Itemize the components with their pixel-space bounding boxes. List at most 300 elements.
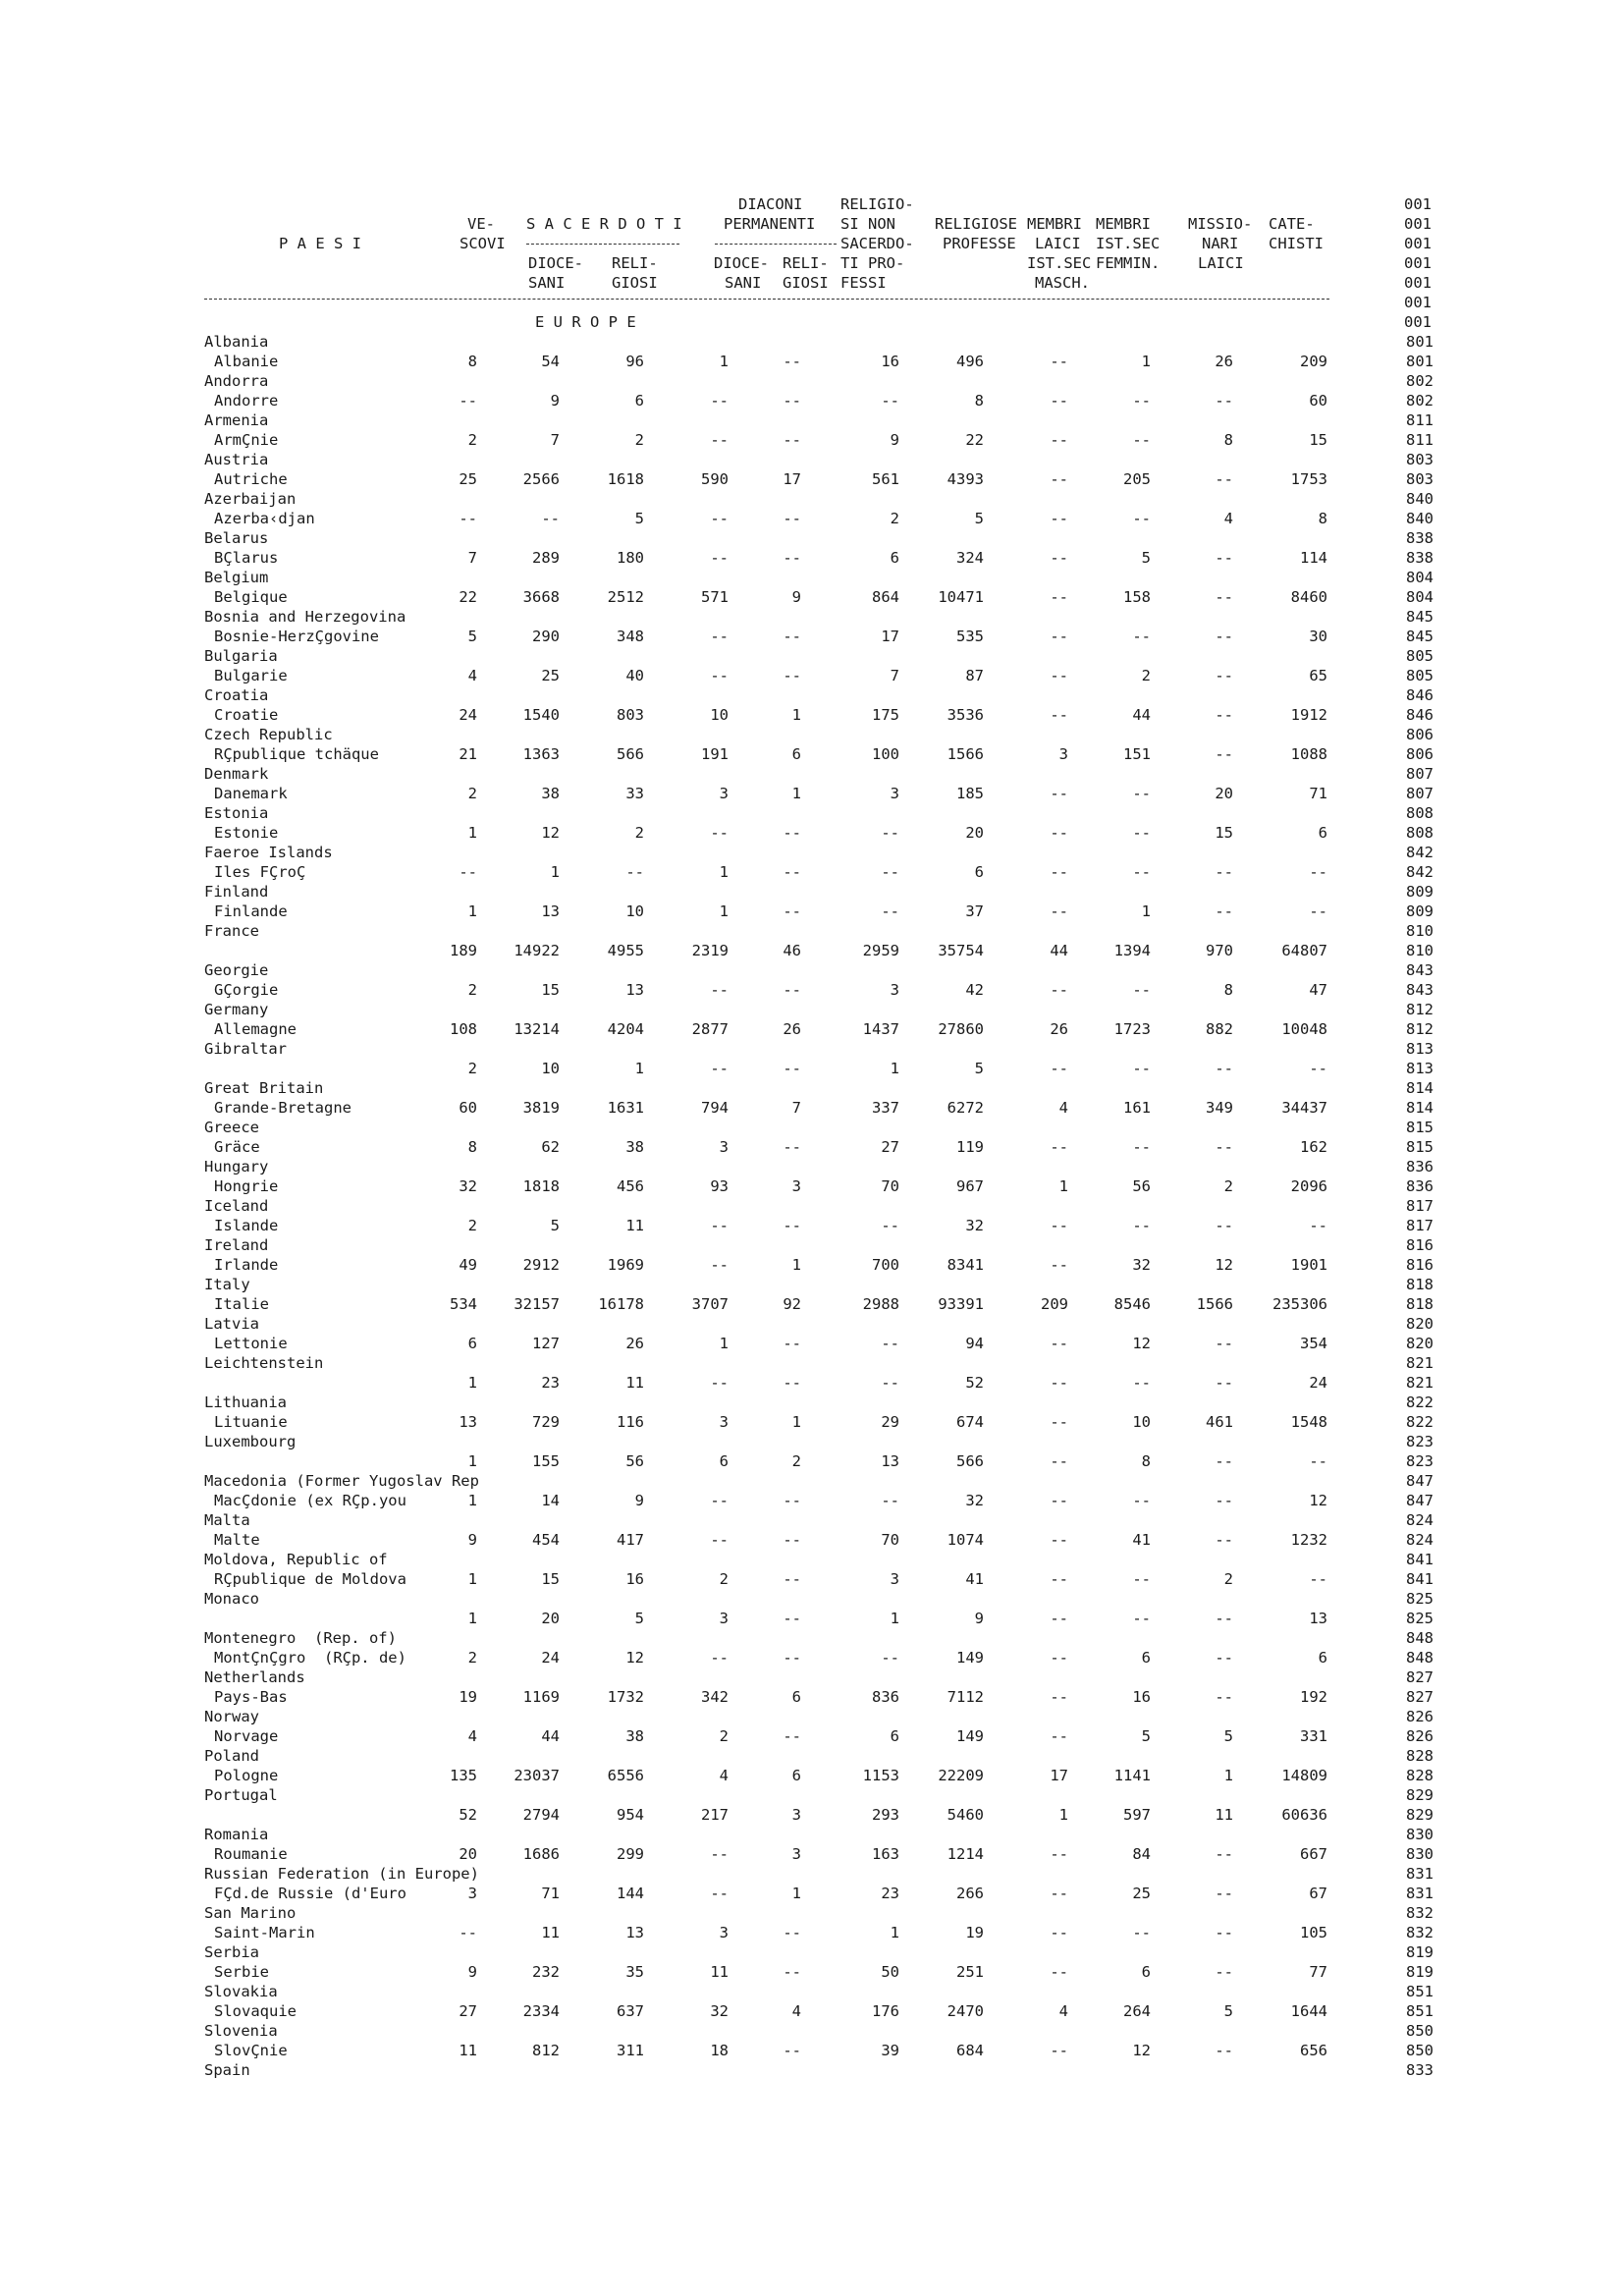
value-sac-diocesani: 13214 xyxy=(514,1020,560,1038)
country-name-fr: Bulgarie xyxy=(214,667,288,684)
value-religiosi-non-sacerdoti: 337 xyxy=(872,1099,899,1117)
country-name-en: Great Britain xyxy=(204,1079,324,1097)
value-catechisti: 114 xyxy=(1300,549,1327,567)
value-religiose-professe: 52 xyxy=(965,1374,984,1392)
value-membri-ist-sec-femm: 32 xyxy=(1132,1256,1151,1274)
row-code: 822 xyxy=(1406,1394,1434,1411)
value-religiose-professe: 10471 xyxy=(938,588,984,606)
value-religiosi-non-sacerdoti: 50 xyxy=(881,1963,899,1981)
country-name-en: Germany xyxy=(204,1001,269,1018)
value-membri-laici-masch: -- xyxy=(1050,353,1068,370)
value-religiosi-non-sacerdoti: -- xyxy=(881,902,899,920)
value-membri-ist-sec-femm: -- xyxy=(1132,1924,1151,1941)
value-dia-religiosi: 4 xyxy=(791,2002,801,2020)
value-missionari-laici: -- xyxy=(1215,1452,1233,1470)
value-membri-laici-masch: -- xyxy=(1050,549,1068,567)
header-missionari-2: NARI xyxy=(1202,235,1239,252)
country-name-row xyxy=(0,1353,1623,1373)
value-dia-religiosi: 2 xyxy=(791,1452,801,1470)
value-religiosi-non-sacerdoti: -- xyxy=(881,1335,899,1352)
header-paesi: P A E S I xyxy=(279,235,361,252)
country-name-row xyxy=(0,1314,1623,1334)
value-missionari-laici: -- xyxy=(1215,902,1233,920)
value-membri-laici-masch: -- xyxy=(1050,981,1068,999)
header-vescovi-2: SCOVI xyxy=(460,235,506,252)
value-vescovi: -- xyxy=(459,1924,477,1941)
value-vescovi: 24 xyxy=(459,706,477,724)
country-name-fr: Lettonie xyxy=(214,1335,288,1352)
country-name-row xyxy=(0,450,1623,469)
value-membri-laici-masch: -- xyxy=(1050,1924,1068,1941)
value-dia-religiosi: -- xyxy=(783,981,801,999)
country-name-fr: Andorre xyxy=(214,392,279,410)
row-code: 824 xyxy=(1406,1531,1434,1549)
row-code: 829 xyxy=(1406,1806,1434,1824)
value-dia-diocesani: -- xyxy=(710,981,729,999)
country-values-row xyxy=(0,627,1623,646)
value-sac-religiosi: 348 xyxy=(617,628,644,645)
country-values-row xyxy=(0,352,1623,371)
row-code: 846 xyxy=(1406,706,1434,724)
value-sac-religiosi: 26 xyxy=(625,1335,644,1352)
country-name-fr: GÇorgie xyxy=(214,981,279,999)
value-missionari-laici: 20 xyxy=(1215,785,1233,802)
header-sac-dioc-1: DIOCE- xyxy=(528,254,583,272)
value-missionari-laici: -- xyxy=(1215,1963,1233,1981)
value-dia-diocesani: 3 xyxy=(719,785,729,802)
country-name-fr: Pologne xyxy=(214,1767,279,1784)
value-membri-ist-sec-femm: -- xyxy=(1132,1492,1151,1509)
country-values-row xyxy=(0,469,1623,489)
country-name-fr: Albanie xyxy=(214,353,279,370)
value-dia-diocesani: -- xyxy=(710,1060,729,1077)
country-name-row xyxy=(0,1078,1623,1098)
value-missionari-laici: -- xyxy=(1215,470,1233,488)
row-code: 845 xyxy=(1406,628,1434,645)
value-missionari-laici: 15 xyxy=(1215,824,1233,842)
value-sac-diocesani: 3668 xyxy=(522,588,560,606)
value-dia-religiosi: -- xyxy=(783,1138,801,1156)
value-catechisti: 67 xyxy=(1309,1885,1327,1902)
value-missionari-laici: 5 xyxy=(1223,1727,1233,1745)
value-vescovi: 6 xyxy=(467,1335,477,1352)
value-sac-religiosi: 9 xyxy=(634,1492,644,1509)
country-values-row xyxy=(0,823,1623,843)
country-name-en: Hungary xyxy=(204,1158,269,1175)
value-vescovi: 25 xyxy=(459,470,477,488)
value-dia-diocesani: -- xyxy=(710,1845,729,1863)
row-code: 829 xyxy=(1406,1786,1434,1804)
value-membri-ist-sec-femm: 12 xyxy=(1132,2042,1151,2059)
row-code: 851 xyxy=(1406,2002,1434,2020)
value-membri-laici-masch: -- xyxy=(1050,1727,1068,1745)
row-code: 805 xyxy=(1406,667,1434,684)
value-dia-diocesani: 3 xyxy=(719,1138,729,1156)
row-code: 848 xyxy=(1406,1629,1434,1647)
country-values-row xyxy=(0,1334,1623,1353)
value-sac-religiosi: 417 xyxy=(617,1531,644,1549)
value-vescovi: 7 xyxy=(467,549,477,567)
header-code: 001 xyxy=(1404,274,1432,292)
value-catechisti: 192 xyxy=(1300,1688,1327,1706)
value-missionari-laici: -- xyxy=(1215,2042,1233,2059)
value-membri-ist-sec-femm: 10 xyxy=(1132,1413,1151,1431)
value-membri-laici-masch: -- xyxy=(1050,431,1068,449)
value-sac-diocesani: 1363 xyxy=(522,745,560,763)
value-sac-religiosi: 566 xyxy=(617,745,644,763)
country-name-row xyxy=(0,371,1623,391)
row-code: 803 xyxy=(1406,470,1434,488)
value-dia-diocesani: 93 xyxy=(710,1177,729,1195)
value-missionari-laici: 8 xyxy=(1223,981,1233,999)
value-sac-religiosi: 4955 xyxy=(607,942,644,959)
value-religiose-professe: 8 xyxy=(974,392,984,410)
value-religiosi-non-sacerdoti: 1437 xyxy=(862,1020,899,1038)
value-vescovi: -- xyxy=(459,510,477,527)
value-religiosi-non-sacerdoti: 2988 xyxy=(862,1295,899,1313)
value-membri-ist-sec-femm: 151 xyxy=(1123,745,1151,763)
value-sac-religiosi: 5 xyxy=(634,1610,644,1627)
country-values-row xyxy=(0,1019,1623,1039)
country-values-row xyxy=(0,1726,1623,1746)
value-membri-laici-masch: -- xyxy=(1050,1138,1068,1156)
value-dia-diocesani: -- xyxy=(710,392,729,410)
value-dia-diocesani: 1 xyxy=(719,863,729,881)
value-dia-religiosi: -- xyxy=(783,1963,801,1981)
country-name-en: Spain xyxy=(204,2061,250,2079)
header-code: 001 xyxy=(1404,215,1432,233)
value-sac-religiosi: 1732 xyxy=(607,1688,644,1706)
value-membri-laici-masch: -- xyxy=(1050,2042,1068,2059)
value-sac-religiosi: 637 xyxy=(617,2002,644,2020)
value-membri-ist-sec-femm: -- xyxy=(1132,1570,1151,1588)
country-name-fr: SlovÇnie xyxy=(214,2042,288,2059)
country-name-en: Faeroe Islands xyxy=(204,844,333,861)
value-dia-diocesani: -- xyxy=(710,628,729,645)
country-values-row xyxy=(0,666,1623,685)
country-name-en: Belarus xyxy=(204,529,269,547)
value-religiose-professe: 42 xyxy=(965,981,984,999)
country-name-fr: Danemark xyxy=(214,785,288,802)
value-catechisti: 1088 xyxy=(1290,745,1327,763)
country-name-row xyxy=(0,568,1623,587)
value-sac-religiosi: 11 xyxy=(625,1217,644,1234)
country-name-en: Netherlands xyxy=(204,1668,305,1686)
header-code: 001 xyxy=(1404,235,1432,252)
value-catechisti: 6 xyxy=(1318,1649,1327,1667)
value-vescovi: 20 xyxy=(459,1845,477,1863)
value-sac-religiosi: 4204 xyxy=(607,1020,644,1038)
value-religiosi-non-sacerdoti: 3 xyxy=(890,981,899,999)
value-sac-diocesani: 44 xyxy=(541,1727,560,1745)
country-name-en: Finland xyxy=(204,883,269,901)
value-catechisti: 6 xyxy=(1318,824,1327,842)
row-code: 816 xyxy=(1406,1256,1434,1274)
country-values-row xyxy=(0,1569,1623,1589)
value-religiosi-non-sacerdoti: 836 xyxy=(872,1688,899,1706)
value-membri-laici-masch: -- xyxy=(1050,1963,1068,1981)
row-code: 824 xyxy=(1406,1511,1434,1529)
value-sac-diocesani: 15 xyxy=(541,1570,560,1588)
row-code: 847 xyxy=(1406,1472,1434,1490)
value-membri-laici-masch: -- xyxy=(1050,1570,1068,1588)
value-vescovi: 8 xyxy=(467,353,477,370)
country-values-row xyxy=(0,1216,1623,1235)
value-catechisti: 30 xyxy=(1309,628,1327,645)
value-dia-religiosi: -- xyxy=(783,1570,801,1588)
country-values-row xyxy=(0,1412,1623,1432)
country-values-row xyxy=(0,1962,1623,1982)
value-sac-diocesani: 232 xyxy=(532,1963,560,1981)
value-vescovi: 2 xyxy=(467,1060,477,1077)
header-religiosi-2: SI NON xyxy=(840,215,895,233)
value-catechisti: 10048 xyxy=(1281,1020,1327,1038)
country-values-row xyxy=(0,902,1623,921)
value-sac-religiosi: 299 xyxy=(617,1845,644,1863)
row-code: 806 xyxy=(1406,726,1434,743)
country-name-row xyxy=(0,528,1623,548)
country-name-row xyxy=(0,921,1623,941)
row-code: 840 xyxy=(1406,510,1434,527)
country-name-en: Malta xyxy=(204,1511,250,1529)
country-values-row xyxy=(0,1176,1623,1196)
value-dia-religiosi: -- xyxy=(783,549,801,567)
value-religiose-professe: 5 xyxy=(974,510,984,527)
value-catechisti: 60 xyxy=(1309,392,1327,410)
value-missionari-laici: -- xyxy=(1215,1649,1233,1667)
value-vescovi: 2 xyxy=(467,1217,477,1234)
country-name-fr: Belgique xyxy=(214,588,288,606)
value-sac-diocesani: 23 xyxy=(541,1374,560,1392)
value-missionari-laici: -- xyxy=(1215,863,1233,881)
value-membri-laici-masch: -- xyxy=(1050,588,1068,606)
value-catechisti: 34437 xyxy=(1281,1099,1327,1117)
value-missionari-laici: -- xyxy=(1215,1610,1233,1627)
row-code: 815 xyxy=(1406,1138,1434,1156)
value-dia-diocesani: 342 xyxy=(701,1688,729,1706)
row-code: 812 xyxy=(1406,1001,1434,1018)
value-vescovi: 19 xyxy=(459,1688,477,1706)
value-membri-laici-masch: -- xyxy=(1050,1217,1068,1234)
country-name-row xyxy=(0,1942,1623,1962)
country-name-row xyxy=(0,882,1623,902)
value-catechisti: 60636 xyxy=(1281,1806,1327,1824)
value-dia-religiosi: 46 xyxy=(783,942,801,959)
value-membri-laici-masch: -- xyxy=(1050,1688,1068,1706)
value-religiose-professe: 566 xyxy=(956,1452,984,1470)
value-dia-diocesani: 3707 xyxy=(691,1295,729,1313)
value-religiose-professe: 5460 xyxy=(947,1806,984,1824)
row-code: 838 xyxy=(1406,529,1434,547)
header-membri-m-3: IST.SEC xyxy=(1027,254,1092,272)
country-name-fr: Grande-Bretagne xyxy=(214,1099,352,1117)
value-missionari-laici: 8 xyxy=(1223,431,1233,449)
country-name-row xyxy=(0,1235,1623,1255)
row-code: 801 xyxy=(1406,333,1434,351)
row-code: 807 xyxy=(1406,785,1434,802)
value-sac-diocesani: 1169 xyxy=(522,1688,560,1706)
value-religiosi-non-sacerdoti: 17 xyxy=(881,628,899,645)
row-code: 807 xyxy=(1406,765,1434,783)
value-missionari-laici: 26 xyxy=(1215,353,1233,370)
value-religiosi-non-sacerdoti: 3 xyxy=(890,1570,899,1588)
value-dia-diocesani: -- xyxy=(710,431,729,449)
country-name-en: Ireland xyxy=(204,1236,269,1254)
value-sac-religiosi: 180 xyxy=(617,549,644,567)
value-sac-religiosi: 13 xyxy=(625,981,644,999)
row-code: 841 xyxy=(1406,1570,1434,1588)
row-code: 831 xyxy=(1406,1885,1434,1902)
value-religiosi-non-sacerdoti: 23 xyxy=(881,1885,899,1902)
country-name-en: Albania xyxy=(204,333,269,351)
country-name-en: Andorra xyxy=(204,372,269,390)
value-religiosi-non-sacerdoti: 1 xyxy=(890,1924,899,1941)
value-membri-ist-sec-femm: -- xyxy=(1132,1060,1151,1077)
country-name-row xyxy=(0,685,1623,705)
header-diaconi-underline xyxy=(715,244,837,245)
country-values-row xyxy=(0,391,1623,410)
value-sac-diocesani: 24 xyxy=(541,1649,560,1667)
row-code: 830 xyxy=(1406,1826,1434,1843)
value-religiosi-non-sacerdoti: -- xyxy=(881,1217,899,1234)
country-name-en: Denmark xyxy=(204,765,269,783)
value-religiose-professe: 35754 xyxy=(938,942,984,959)
header-sacerdoti: S A C E R D O T I xyxy=(526,215,682,233)
country-name-en: Slovenia xyxy=(204,2022,278,2040)
country-values-row xyxy=(0,1648,1623,1667)
row-code: 851 xyxy=(1406,1983,1434,2000)
value-catechisti: -- xyxy=(1309,1570,1327,1588)
country-name-row xyxy=(0,1550,1623,1569)
value-religiose-professe: 8341 xyxy=(947,1256,984,1274)
country-name-row xyxy=(0,1118,1623,1137)
value-religiosi-non-sacerdoti: 13 xyxy=(881,1452,899,1470)
row-code: 850 xyxy=(1406,2042,1434,2059)
value-dia-religiosi: 1 xyxy=(791,706,801,724)
value-catechisti: 47 xyxy=(1309,981,1327,999)
country-values-row xyxy=(0,1923,1623,1942)
header-catechisti-2: CHISTI xyxy=(1269,235,1324,252)
value-sac-religiosi: 96 xyxy=(625,353,644,370)
value-sac-diocesani: 2334 xyxy=(522,2002,560,2020)
value-religiose-professe: 9 xyxy=(974,1610,984,1627)
row-code: 817 xyxy=(1406,1197,1434,1215)
row-code: 802 xyxy=(1406,392,1434,410)
value-catechisti: -- xyxy=(1309,902,1327,920)
country-name-en: Serbia xyxy=(204,1943,259,1961)
row-code: 820 xyxy=(1406,1335,1434,1352)
value-membri-ist-sec-femm: 84 xyxy=(1132,1845,1151,1863)
country-values-row xyxy=(0,548,1623,568)
value-sac-religiosi: 1 xyxy=(634,1060,644,1077)
value-dia-diocesani: 6 xyxy=(719,1452,729,1470)
row-code: 806 xyxy=(1406,745,1434,763)
country-values-row xyxy=(0,862,1623,882)
country-name-en: Czech Republic xyxy=(204,726,333,743)
value-membri-ist-sec-femm: 264 xyxy=(1123,2002,1151,2020)
country-name-row xyxy=(0,1628,1623,1648)
value-dia-diocesani: 217 xyxy=(701,1806,729,1824)
country-name-en: Croatia xyxy=(204,686,269,704)
value-membri-laici-masch: 4 xyxy=(1058,2002,1068,2020)
value-dia-diocesani: 2 xyxy=(719,1570,729,1588)
row-code: 809 xyxy=(1406,883,1434,901)
country-values-row xyxy=(0,1137,1623,1157)
country-name-row xyxy=(0,646,1623,666)
row-code: 838 xyxy=(1406,549,1434,567)
header-missionari-3: LAICI xyxy=(1198,254,1244,272)
country-name-fr: Pays-Bas xyxy=(214,1688,288,1706)
value-dia-religiosi: 92 xyxy=(783,1295,801,1313)
country-name-en: Slovakia xyxy=(204,1983,278,2000)
value-membri-laici-masch: -- xyxy=(1050,902,1068,920)
row-code: 828 xyxy=(1406,1767,1434,1784)
value-vescovi: 22 xyxy=(459,588,477,606)
value-catechisti: 14809 xyxy=(1281,1767,1327,1784)
country-name-fr: MacÇdonie (ex RÇp.you xyxy=(214,1492,406,1509)
value-catechisti: -- xyxy=(1309,863,1327,881)
value-membri-laici-masch: -- xyxy=(1050,1492,1068,1509)
value-dia-diocesani: -- xyxy=(710,1217,729,1234)
value-dia-religiosi: -- xyxy=(783,1610,801,1627)
value-membri-laici-masch: -- xyxy=(1050,628,1068,645)
value-dia-diocesani: -- xyxy=(710,549,729,567)
value-membri-ist-sec-femm: 2 xyxy=(1141,667,1151,684)
row-code: 804 xyxy=(1406,588,1434,606)
value-religiose-professe: 6 xyxy=(974,863,984,881)
country-name-row xyxy=(0,1667,1623,1687)
value-religiosi-non-sacerdoti: 7 xyxy=(890,667,899,684)
row-code: 841 xyxy=(1406,1551,1434,1568)
value-sac-religiosi: 38 xyxy=(625,1727,644,1745)
value-dia-diocesani: -- xyxy=(710,1256,729,1274)
value-religiose-professe: 535 xyxy=(956,628,984,645)
country-name-fr: Iles FÇroÇ xyxy=(214,863,306,881)
value-vescovi: 534 xyxy=(450,1295,477,1313)
value-dia-religiosi: -- xyxy=(783,628,801,645)
row-code: 840 xyxy=(1406,490,1434,508)
header-membri-f-3: FEMMIN. xyxy=(1096,254,1161,272)
value-vescovi: 27 xyxy=(459,2002,477,2020)
country-name-row xyxy=(0,1707,1623,1726)
country-name-en: Russian Federation (in Europe) xyxy=(204,1865,479,1883)
value-religiose-professe: 22 xyxy=(965,431,984,449)
country-name-fr: Hongrie xyxy=(214,1177,279,1195)
header-code: 001 xyxy=(1404,313,1432,331)
value-vescovi: 2 xyxy=(467,431,477,449)
value-religiose-professe: 5 xyxy=(974,1060,984,1077)
value-catechisti: 8 xyxy=(1318,510,1327,527)
value-dia-diocesani: 2319 xyxy=(691,942,729,959)
country-name-row xyxy=(0,1746,1623,1766)
value-vescovi: 189 xyxy=(450,942,477,959)
value-sac-religiosi: 954 xyxy=(617,1806,644,1824)
value-membri-ist-sec-femm: 12 xyxy=(1132,1335,1151,1352)
header-code: 001 xyxy=(1404,294,1432,311)
country-name-row xyxy=(0,410,1623,430)
country-name-en: Montenegro (Rep. of) xyxy=(204,1629,397,1647)
value-vescovi: 52 xyxy=(459,1806,477,1824)
value-sac-religiosi: 116 xyxy=(617,1413,644,1431)
value-religiosi-non-sacerdoti: 39 xyxy=(881,2042,899,2059)
value-membri-ist-sec-femm: 6 xyxy=(1141,1649,1151,1667)
country-values-row xyxy=(0,1491,1623,1510)
value-dia-diocesani: 3 xyxy=(719,1610,729,1627)
row-code: 814 xyxy=(1406,1099,1434,1117)
value-dia-religiosi: 3 xyxy=(791,1845,801,1863)
row-code: 820 xyxy=(1406,1315,1434,1333)
value-sac-religiosi: 6556 xyxy=(607,1767,644,1784)
